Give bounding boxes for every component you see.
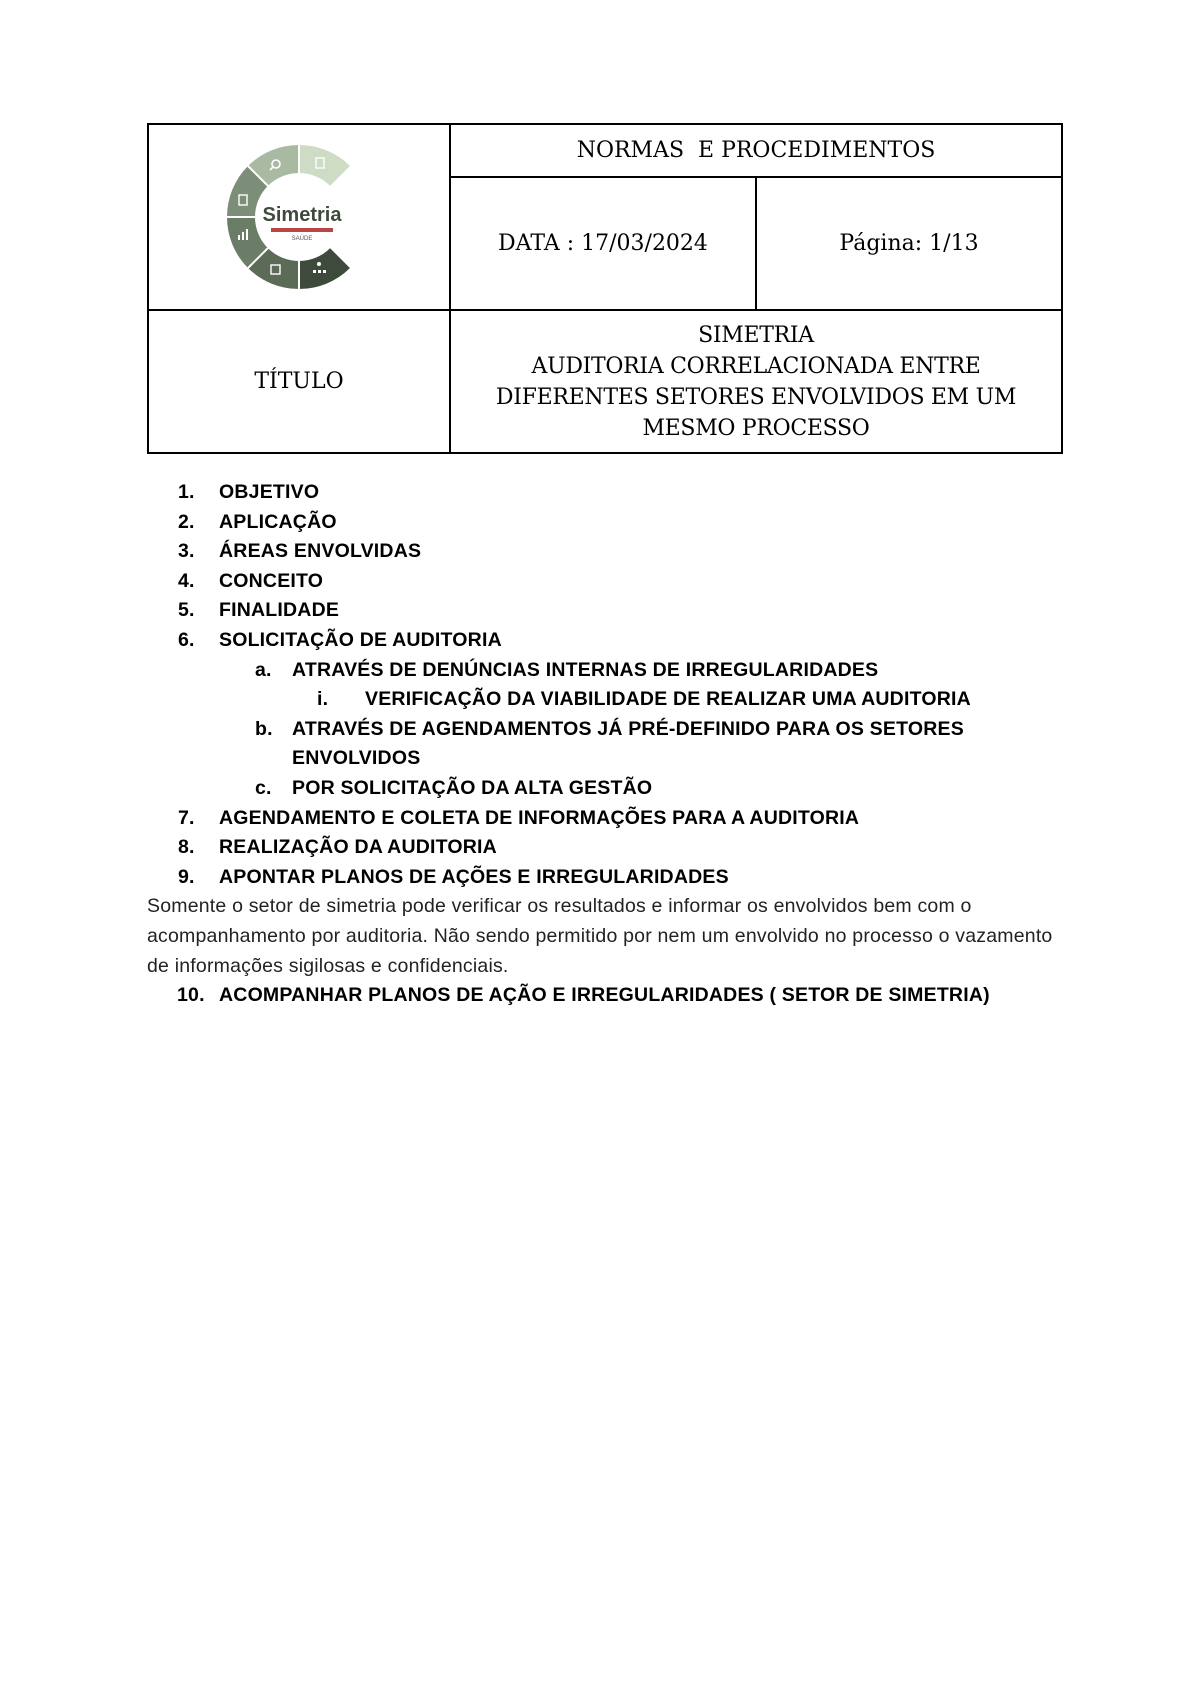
item-number: 8.: [178, 836, 195, 859]
list-item: [147, 981, 1067, 1011]
item-number: a.: [255, 658, 272, 681]
title-line: AUDITORIA CORRELACIONADA ENTRE: [531, 353, 981, 379]
item-number: 5.: [178, 599, 195, 622]
item-number: i.: [317, 688, 329, 711]
item-number: 9.: [178, 865, 195, 888]
header-table: [147, 123, 1063, 454]
item-text: ÁREAS ENVOLVIDAS: [219, 540, 422, 563]
item-text: POR SOLICITAÇÃO DA ALTA GESTÃO: [292, 776, 653, 799]
logo-brand-text: Simetria: [262, 204, 342, 226]
body-paragraph: Somente o setor de simetria pode verificar os resultados e informar os envolvidos bem com o acompanhamento por auditoria. Não sendo permitido por nem um envolvido no processo o vazamento de informações sigilosas e confidenciais.: [147, 895, 1053, 977]
list-item: [147, 626, 1067, 656]
title-line: SIMETRIA: [698, 322, 814, 348]
simetria-logo: [219, 137, 379, 297]
item-text: FINALIDADE: [219, 599, 340, 622]
item-number: 6.: [178, 628, 195, 651]
item-text: APLICAÇÃO: [219, 510, 337, 533]
date-cell: [450, 177, 756, 310]
item-number: c.: [255, 776, 272, 799]
page-cell: [756, 177, 1062, 310]
title-cell: [450, 310, 1062, 453]
outline-list: [147, 478, 1067, 1011]
title-label: TÍTULO: [254, 369, 344, 394]
item-text: AGENDAMENTO E COLETA DE INFORMAÇÕES PARA A AUDITORIA: [219, 806, 860, 829]
item-text: REALIZAÇÃO DA AUDITORIA: [219, 836, 497, 859]
item-text: SOLICITAÇÃO DE AUDITORIA: [219, 628, 502, 651]
list-item: [147, 478, 1067, 508]
item-text: VERIFICAÇÃO DA VIABILIDADE DE REALIZAR UMA AUDITORIA: [365, 688, 971, 711]
item-number: 3.: [178, 540, 195, 563]
item-number: 7.: [178, 806, 195, 829]
page-label: Página: 1/13: [839, 231, 979, 257]
list-item: [147, 508, 1067, 538]
doc-type-cell: [450, 124, 1062, 177]
list-item: [147, 833, 1067, 863]
item-text: ATRAVÉS DE DENÚNCIAS INTERNAS DE IRREGULARIDADES: [292, 658, 879, 681]
date-label: DATA : 17/03/2024: [498, 231, 708, 257]
list-item: [147, 685, 1067, 715]
logo-tagline: SAÚDE: [291, 236, 313, 242]
list-item: [147, 863, 1067, 893]
item-number: 1.: [178, 481, 195, 503]
item-text: CONCEITO: [219, 569, 324, 592]
doc-type: NORMAS E PROCEDIMENTOS: [576, 138, 936, 164]
logo-cell: [148, 124, 450, 310]
list-item: [147, 715, 1067, 774]
title-line: MESMO PROCESSO: [642, 415, 870, 441]
list-item: [147, 774, 1067, 804]
item-text: OBJETIVO: [219, 481, 320, 503]
list-item: [147, 804, 1067, 834]
item-text: ATRAVÉS DE AGENDAMENTOS JÁ PRÉ-DEFINIDO PARA OS SETORES ENVOLVIDOS: [292, 717, 964, 770]
item-text: ACOMPANHAR PLANOS DE AÇÃO E IRREGULARIDADES ( SETOR DE SIMETRIA): [219, 984, 990, 1007]
item-text: APONTAR PLANOS DE AÇÕES E IRREGULARIDADES: [219, 865, 729, 888]
item-number: 4.: [178, 569, 195, 592]
item-number: 10.: [177, 984, 205, 1007]
logo-strip: [271, 228, 333, 232]
title-label-cell: [148, 310, 450, 453]
list-item: [147, 567, 1067, 597]
list-item: [147, 537, 1067, 567]
list-item: [147, 596, 1067, 626]
item-number: b.: [255, 717, 273, 740]
item-number: 2.: [178, 510, 195, 533]
list-item: [147, 656, 1067, 686]
title-line: DIFERENTES SETORES ENVOLVIDOS EM UM: [495, 384, 1017, 410]
